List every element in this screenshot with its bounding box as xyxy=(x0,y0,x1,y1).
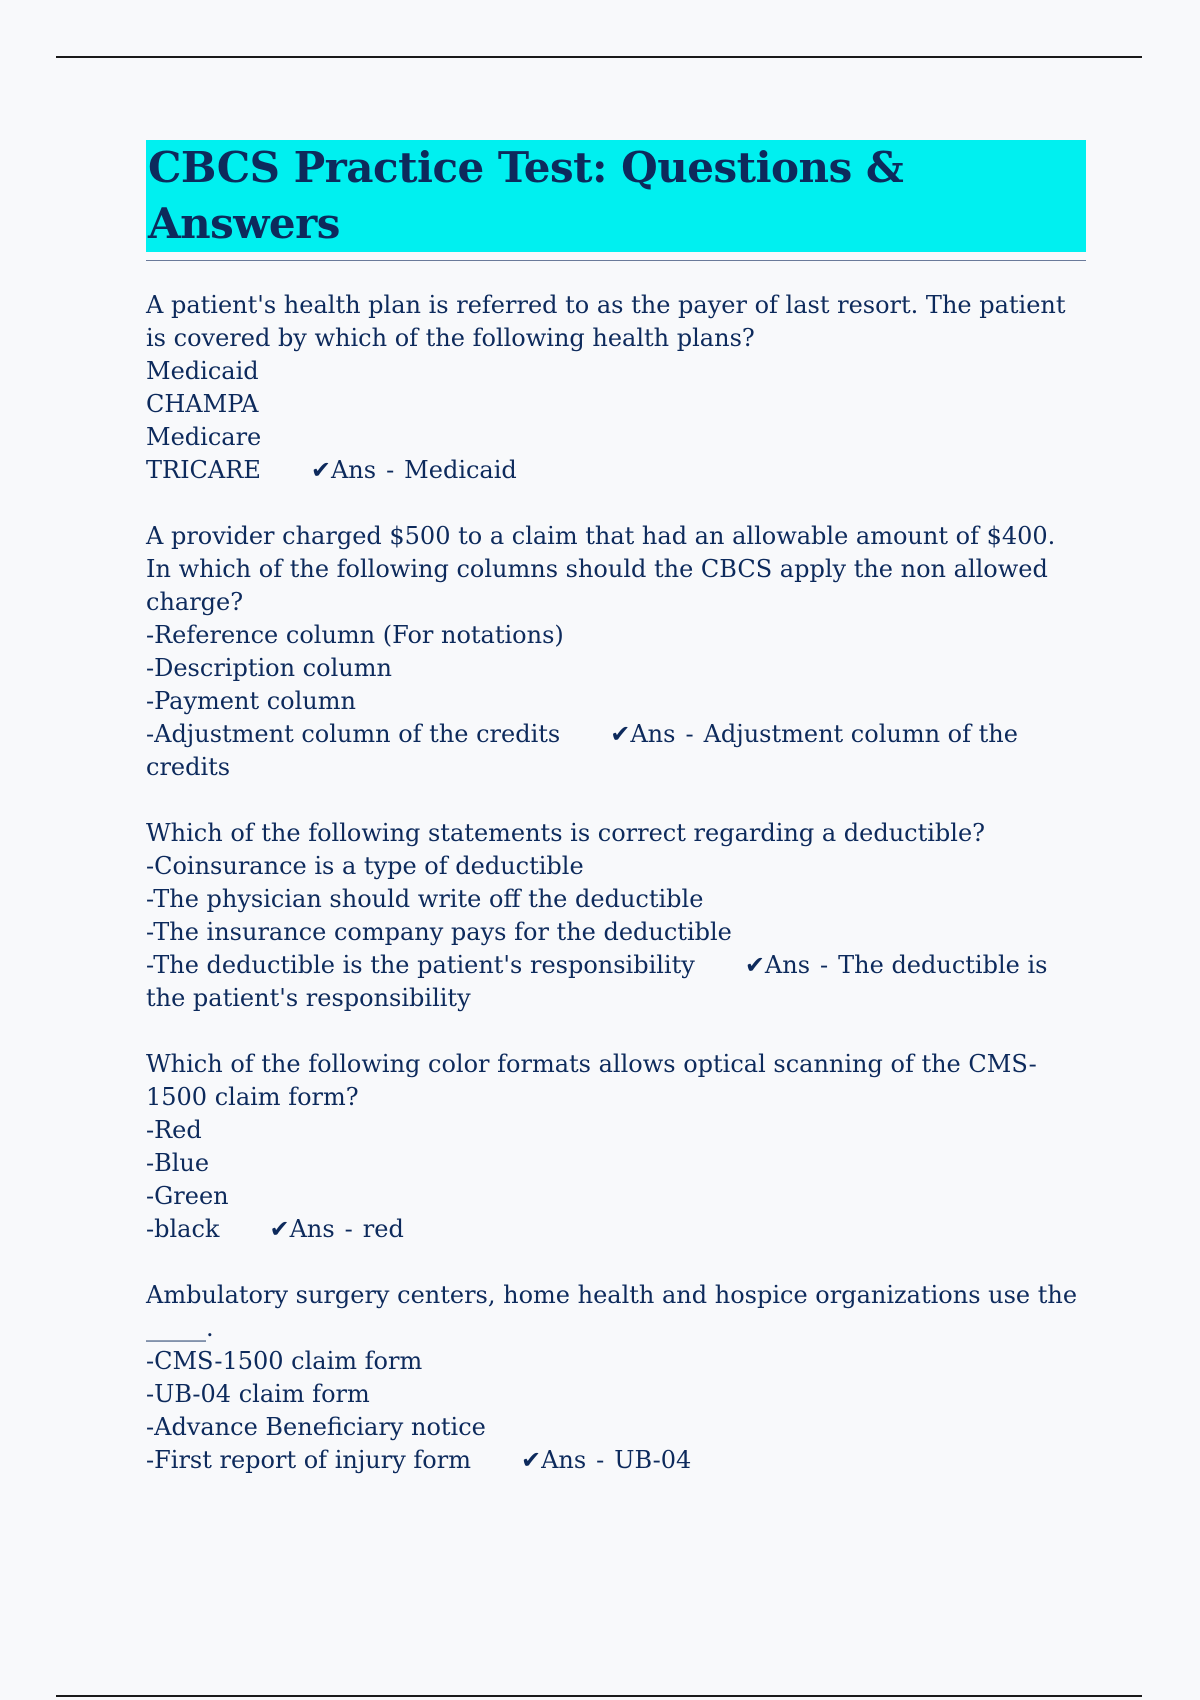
answer-marker: ✔Ans xyxy=(520,1446,587,1474)
answer-option: -The physician should write off the deductible xyxy=(146,885,704,913)
answer-option: -UB-04 claim form xyxy=(146,1380,370,1408)
answer-separator: - xyxy=(386,456,395,484)
question-text: Which of the following statements is correct regarding a deductible? xyxy=(146,819,986,847)
answer-option: -The deductible is the patient's responsibility xyxy=(146,951,695,979)
answer-option: -CMS-1500 claim form xyxy=(146,1347,423,1375)
answer-option-last xyxy=(146,1444,1086,1477)
answer-option: -Green xyxy=(146,1182,229,1210)
question-block xyxy=(146,1048,1086,1246)
correct-answer: UB-04 xyxy=(614,1446,692,1474)
bottom-rule xyxy=(56,1695,1142,1697)
answer-option: -Description column xyxy=(146,654,392,682)
question-text: Ambulatory surgery centers, home health and hospice organizations use the _____. xyxy=(146,1281,1078,1342)
question-block xyxy=(146,1279,1086,1477)
answer-option: -Adjustment column of the credits xyxy=(146,720,561,748)
title-block xyxy=(146,140,1086,261)
answer-option: -Advance Beneficiary notice xyxy=(146,1413,486,1441)
document-content xyxy=(146,140,1086,1510)
question-text: A provider charged $500 to a claim that had an allowable amount of $400. In which of the following columns should the CBCS apply the non allowed charge? xyxy=(146,522,1056,616)
question-block xyxy=(146,520,1086,784)
answer-marker: ✔Ans xyxy=(310,456,377,484)
answer-option-last xyxy=(146,718,1086,784)
answer-option-last xyxy=(146,949,1086,1015)
answer-separator: - xyxy=(596,1446,605,1474)
answer-marker: ✔Ans xyxy=(269,1215,335,1243)
answer-separator: - xyxy=(685,720,694,748)
answer-option: Medicare xyxy=(146,423,262,451)
question-block xyxy=(146,289,1086,487)
document-title: CBCS Practice Test: Questions & Answers xyxy=(146,140,1086,252)
answer-option: Medicaid xyxy=(146,357,259,385)
answer-separator: - xyxy=(344,1215,353,1243)
answer-option: -The insurance company pays for the deductible xyxy=(146,918,732,946)
question-text: Which of the following color formats allows optical scanning of the CMS-1500 claim form? xyxy=(146,1050,1037,1111)
answer-marker: ✔Ans xyxy=(744,951,811,979)
answer-option: -black xyxy=(146,1215,220,1243)
answer-option-last xyxy=(146,454,1086,487)
correct-answer: Adjustment column of the credits xyxy=(146,720,1018,781)
answer-option: -Blue xyxy=(146,1149,210,1177)
correct-answer: red xyxy=(362,1215,404,1243)
answer-option: -Red xyxy=(146,1116,202,1144)
question-block xyxy=(146,817,1086,1015)
correct-answer: The deductible is the patient's responsibility xyxy=(146,951,1048,1012)
answer-marker: ✔Ans xyxy=(610,720,676,748)
answer-option: -Reference column (For notations) xyxy=(146,621,564,649)
answer-option-last xyxy=(146,1213,1086,1246)
answer-option: -First report of injury form xyxy=(146,1446,471,1474)
top-rule xyxy=(56,56,1142,58)
answer-option: -Coinsurance is a type of deductible xyxy=(146,852,584,880)
answer-option: TRICARE xyxy=(146,456,261,484)
answer-separator: - xyxy=(820,951,829,979)
answer-option: -Payment column xyxy=(146,687,356,715)
answer-option: CHAMPA xyxy=(146,390,259,418)
correct-answer: Medicaid xyxy=(404,456,517,484)
question-text: A patient's health plan is referred to as the payer of last resort. The patient is covered by which of the following health plans? xyxy=(146,291,1066,352)
